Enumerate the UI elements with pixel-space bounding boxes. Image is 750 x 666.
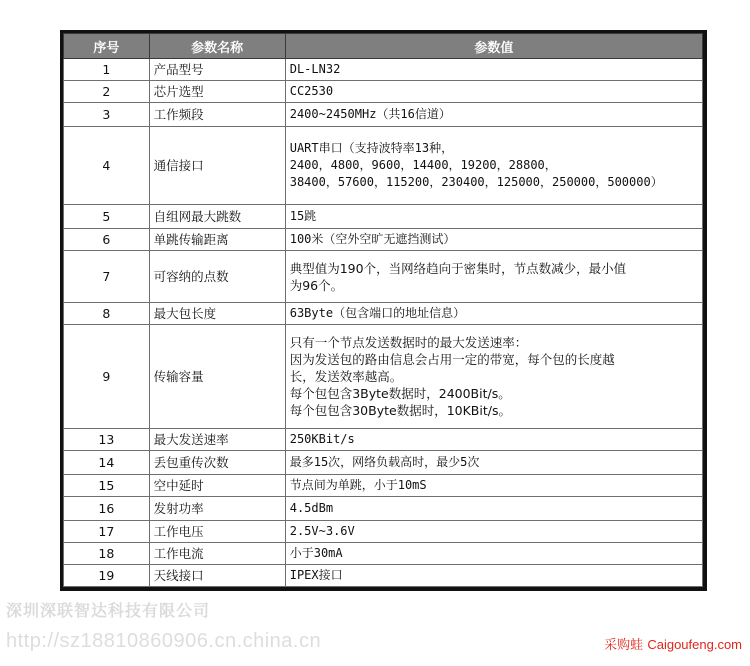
value-line: 4.5dBm [289, 501, 334, 515]
value-line: 为96个。 [289, 277, 344, 293]
value-line: 只有一个节点发送数据时的最大发送速率： [289, 335, 528, 350]
row-param-value [285, 127, 702, 205]
row-param-name: 芯片选型 [149, 81, 285, 103]
row-index: 17 [64, 521, 150, 543]
table-row [64, 521, 703, 543]
row-param-name: 产品型号 [149, 59, 285, 81]
row-param-value [285, 429, 702, 451]
row-param-name: 工作电流 [149, 543, 285, 565]
value-line: 最多15次，网络负载高时，最少5次 [289, 455, 480, 469]
value-line: DL-LN32 [289, 62, 341, 76]
value-line: 38400，57600，115200，230400，125000，250000，500000） [289, 175, 663, 189]
value-line: 2.5V~3.6V [289, 524, 355, 538]
table-row [64, 205, 703, 229]
value-line: 15跳 [289, 209, 317, 223]
row-param-name: 通信接口 [149, 127, 285, 205]
row-index: 2 [64, 81, 150, 103]
row-index: 13 [64, 429, 150, 451]
row-param-name: 单跳传输距离 [149, 229, 285, 251]
row-param-value [285, 59, 702, 81]
value-line: 250KBit/s [289, 432, 355, 446]
row-index: 4 [64, 127, 150, 205]
row-param-value [285, 251, 702, 303]
value-line: 长，发送效率越高。 [289, 369, 403, 384]
table-row [64, 229, 703, 251]
table-row [64, 59, 703, 81]
table-row [64, 127, 703, 205]
row-index: 8 [64, 303, 150, 325]
row-index: 1 [64, 59, 150, 81]
value-line: 每个包包含3Byte数据时，2400Bit/s。 [289, 386, 511, 401]
row-param-name: 最大发送速率 [149, 429, 285, 451]
row-param-name: 传输容量 [149, 325, 285, 429]
table-body [64, 59, 703, 587]
row-param-value [285, 205, 702, 229]
table-row [64, 251, 703, 303]
value-line: IPEX接口 [289, 568, 343, 582]
row-index: 6 [64, 229, 150, 251]
table-row [64, 565, 703, 587]
table-row [64, 103, 703, 127]
value-line: 100米（空外空旷无遮挡测试） [289, 232, 456, 246]
value-line: 典型值为190个，当网络趋向于密集时，节点数减少，最小值 [289, 260, 627, 276]
row-index: 18 [64, 543, 150, 565]
table-row [64, 475, 703, 497]
header-param-name: 参数名称 [149, 34, 285, 59]
header-index: 序号 [64, 34, 150, 59]
row-param-name: 工作电压 [149, 521, 285, 543]
row-param-value [285, 497, 702, 521]
table-row [64, 325, 703, 429]
value-line: 2400~2450MHz（共16信道） [289, 107, 451, 121]
row-param-name: 空中延时 [149, 475, 285, 497]
watermark-company: 深圳深联智达科技有限公司 [6, 601, 211, 620]
row-index: 19 [64, 565, 150, 587]
row-param-name: 发射功率 [149, 497, 285, 521]
row-param-name: 天线接口 [149, 565, 285, 587]
brand-logo [604, 634, 742, 653]
watermark-site: http://sz18810860906.cn.china.cn [6, 630, 322, 652]
row-index: 5 [64, 205, 150, 229]
brand-en: Caigoufeng.com [647, 637, 742, 652]
value-line: 节点间为单跳，小于10mS [289, 478, 427, 492]
value-line: 每个包包含30Byte数据时，10KBit/s。 [289, 403, 511, 418]
table-row [64, 81, 703, 103]
value-line: 63Byte（包含端口的地址信息） [289, 306, 466, 320]
row-index: 14 [64, 451, 150, 475]
row-param-value [285, 521, 702, 543]
brand-cn: 采购蛙 [604, 638, 644, 653]
row-param-value [285, 475, 702, 497]
parameter-table-frame [60, 30, 707, 591]
value-line: 因为发送包的路由信息会占用一定的带宽，每个包的长度越 [289, 352, 615, 367]
row-param-name: 丢包重传次数 [149, 451, 285, 475]
table-row [64, 497, 703, 521]
row-index: 9 [64, 325, 150, 429]
row-index: 3 [64, 103, 150, 127]
table-row [64, 543, 703, 565]
row-param-name: 可容纳的点数 [149, 251, 285, 303]
table-row [64, 303, 703, 325]
table-header-row [64, 34, 703, 59]
value-line: UART串口（支持波特率13种， [289, 141, 454, 155]
row-param-value [285, 303, 702, 325]
row-param-value [285, 81, 702, 103]
row-param-name: 工作频段 [149, 103, 285, 127]
value-line: CC2530 [289, 84, 334, 98]
header-param-value: 参数值 [285, 34, 702, 59]
row-param-value [285, 103, 702, 127]
table-row [64, 429, 703, 451]
row-index: 16 [64, 497, 150, 521]
row-param-value [285, 451, 702, 475]
value-line: 2400，4800，9600，14400，19200，28800， [289, 158, 557, 172]
row-param-name: 自组网最大跳数 [149, 205, 285, 229]
parameter-table [63, 33, 703, 587]
value-line: 小于30mA [289, 546, 343, 560]
row-param-name: 最大包长度 [149, 303, 285, 325]
row-param-value [285, 325, 702, 429]
row-index: 15 [64, 475, 150, 497]
table-row [64, 451, 703, 475]
row-param-value [285, 565, 702, 587]
row-index: 7 [64, 251, 150, 303]
row-param-value [285, 229, 702, 251]
row-param-value [285, 543, 702, 565]
